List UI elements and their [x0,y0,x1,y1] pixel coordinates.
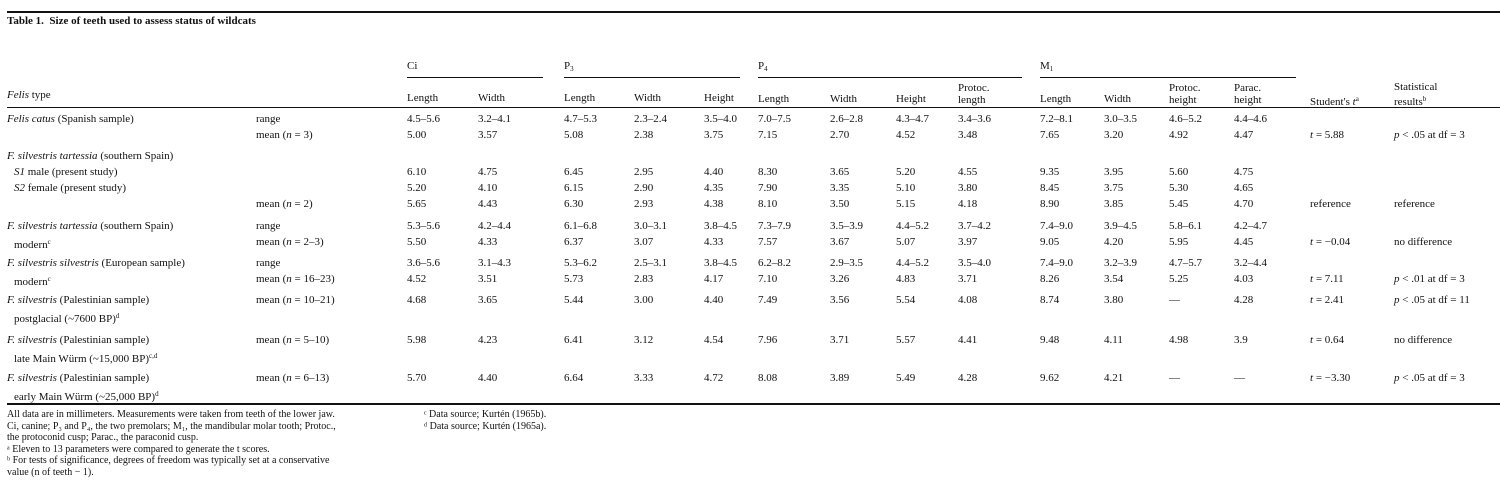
cell-p4-width: 3.50 [830,198,850,210]
cell-ci-width: 4.2–4.4 [478,220,511,232]
cell-students-t: t = −0.04 [1310,236,1351,248]
cell-m1-parac-height: 4.28 [1234,294,1254,306]
cell-p4-width: 2.9–3.5 [830,257,863,269]
header-felis-type: Felis type [7,89,51,101]
cell-m1-parac-height: 4.47 [1234,129,1254,141]
cell-p4-protoc-length: 3.7–4.2 [958,220,991,232]
cell-p3-height: 4.38 [704,198,724,210]
cell-m1-width: 4.20 [1104,236,1124,248]
cell-m1-length: 7.65 [1040,129,1060,141]
cell-p3-height: 4.72 [704,372,724,384]
cell-m1-protoc-height: 5.25 [1169,273,1189,285]
cell-p3-width: 2.93 [634,198,654,210]
cell-m1-length: 9.05 [1040,236,1060,248]
cell-row-type: range [256,220,281,232]
cell-p4-protoc-length: 3.71 [958,273,978,285]
cell-p4-width: 3.65 [830,166,850,178]
group-p4: $P_4$ [758,60,768,73]
cell-p4-width: 3.71 [830,334,850,346]
cell-m1-parac-height: 3.9 [1234,334,1248,346]
footnote-line: the protoconid cusp; Parac., the paraconid cusp. [7,432,199,443]
cell-m1-protoc-height: 4.7–5.7 [1169,257,1202,269]
cell-m1-width: 3.9–4.5 [1104,220,1137,232]
cell-row-type: range [256,113,281,125]
cell-p4-height: 5.15 [896,198,916,210]
cell-m1-protoc-height: 4.98 [1169,334,1189,346]
cell-m1-length: 9.35 [1040,166,1060,178]
cell-p4-length: 8.30 [758,166,778,178]
cell-p3-length: 4.7–5.3 [564,113,597,125]
row-label: Felis catus (Spanish sample) [7,113,134,125]
cell-m1-protoc-height: — [1169,372,1180,384]
cell-ci-width: 3.57 [478,129,498,141]
cell-ci-width: 3.65 [478,294,498,306]
cell-ci-width: 4.40 [478,372,498,384]
row-label: late Main Würm (~15,000 BP)$^{c,d}$ [14,352,158,365]
cell-p4-length: 7.15 [758,129,778,141]
cell-p3-width: 2.3–2.4 [634,113,667,125]
header-students-t: Student's $t^a$ [1310,95,1359,108]
cell-p3-height: 3.8–4.5 [704,220,737,232]
cell-m1-width: 3.80 [1104,294,1124,306]
cell-m1-width: 3.85 [1104,198,1124,210]
cell-row-type: mean (n = 10–21) [256,294,335,306]
cell-p4-protoc-length: 3.4–3.6 [958,113,991,125]
cell-p4-height: 5.10 [896,182,916,194]
group-m1-rule [1040,77,1296,78]
footnote-line: Ci, canine; P₃ and P₄, the two premolars; M₁, the mandibular molar tooth; Protoc., [7,420,336,432]
cell-p4-width: 3.5–3.9 [830,220,863,232]
cell-row-type: mean (n = 2) [256,198,313,210]
cell-ci-width: 4.43 [478,198,498,210]
row-label: F. silvestris (Palestinian sample) [7,372,150,384]
group-p3-rule [564,77,740,78]
cell-p4-length: 7.3–7.9 [758,220,791,232]
cell-m1-protoc-height: 5.95 [1169,236,1189,248]
cell-p4-height: 4.4–5.2 [896,257,929,269]
cell-p4-protoc-length: 3.48 [958,129,978,141]
cell-p3-width: 2.38 [634,129,654,141]
cell-p3-width: 2.83 [634,273,654,285]
cell-ci-length: 4.5–5.6 [407,113,440,125]
footnote-line: value (n of teeth − 1). [7,466,94,478]
cell-p3-length: 6.30 [564,198,584,210]
top-rule [7,11,1500,13]
bottom-rule [7,403,1500,405]
cell-row-type: mean (n = 6–13) [256,372,330,384]
cell-m1-width: 4.11 [1104,334,1123,346]
cell-p4-height: 4.4–5.2 [896,220,929,232]
cell-p4-height: 5.57 [896,334,916,346]
cell-statistical-results: p < .05 at df = 3 [1394,129,1465,141]
cell-ci-length: 5.70 [407,372,427,384]
cell-ci-width: 3.1–4.3 [478,257,511,269]
cell-m1-width: 3.54 [1104,273,1124,285]
cell-m1-protoc-height: — [1169,294,1180,306]
cell-p4-height: 5.20 [896,166,916,178]
cell-p4-length: 7.57 [758,236,778,248]
row-label: S2 female (present study) [14,182,127,194]
cell-ci-length: 3.6–5.6 [407,257,440,269]
footnote-source: ᶜ Data source; Kurtén (1965b). [424,409,547,420]
cell-ci-width: 4.10 [478,182,498,194]
cell-p3-height: 4.17 [704,273,724,285]
cell-statistical-results: reference [1394,198,1435,210]
cell-students-t: t = −3.30 [1310,372,1351,384]
cell-p3-width: 2.5–3.1 [634,257,667,269]
cell-p3-height: 3.8–4.5 [704,257,737,269]
cell-ci-length: 5.98 [407,334,427,346]
cell-m1-length: 9.48 [1040,334,1060,346]
header-protoc-length: Protoc. length [958,82,990,106]
cell-m1-length: 7.2–8.1 [1040,113,1073,125]
cell-m1-width: 3.2–3.9 [1104,257,1137,269]
cell-m1-parac-height: 4.03 [1234,273,1254,285]
cell-statistical-results: p < .05 at df = 11 [1394,294,1470,306]
cell-ci-width: 4.75 [478,166,498,178]
header-ci-length: Length [407,92,439,104]
cell-p4-protoc-length: 4.55 [958,166,978,178]
header-p4-height: Height [896,93,926,105]
cell-row-type: range [256,257,281,269]
cell-m1-parac-height: 4.45 [1234,236,1254,248]
cell-students-t: reference [1310,198,1351,210]
cell-students-t: t = 2.41 [1310,294,1345,306]
cell-p4-length: 7.0–7.5 [758,113,791,125]
cell-p3-length: 6.64 [564,372,584,384]
cell-statistical-results: p < .05 at df = 3 [1394,372,1465,384]
group-ci-rule [407,77,543,78]
cell-m1-length: 7.4–9.0 [1040,257,1073,269]
cell-m1-parac-height: 4.75 [1234,166,1254,178]
cell-p4-length: 7.49 [758,294,778,306]
cell-m1-length: 8.45 [1040,182,1060,194]
cell-m1-protoc-height: 4.92 [1169,129,1189,141]
cell-p3-length: 6.15 [564,182,584,194]
cell-p3-length: 5.73 [564,273,584,285]
cell-p4-width: 2.70 [830,129,850,141]
cell-p4-protoc-length: 4.41 [958,334,978,346]
cell-ci-width: 3.2–4.1 [478,113,511,125]
cell-p3-width: 2.90 [634,182,654,194]
row-label: F. silvestris (Palestinian sample) [7,334,150,346]
cell-ci-length: 4.52 [407,273,427,285]
caption-title: Size of teeth used to assess status of wildcats [49,15,256,27]
cell-row-type: mean (n = 16–23) [256,273,335,285]
header-p3-length: Length [564,92,596,104]
cell-p4-height: 4.83 [896,273,916,285]
cell-p4-length: 7.96 [758,334,778,346]
cell-p3-length: 6.1–6.8 [564,220,597,232]
cell-p4-length: 8.08 [758,372,778,384]
cell-ci-length: 5.65 [407,198,427,210]
row-label: modern$^c$ [14,238,51,251]
cell-m1-parac-height: 4.4–4.6 [1234,113,1267,125]
cell-ci-length: 6.10 [407,166,427,178]
cell-row-type: mean (n = 3) [256,129,313,141]
header-m1-width: Width [1104,93,1132,105]
header-m1-length: Length [1040,93,1072,105]
cell-ci-width: 3.51 [478,273,498,285]
cell-p4-length: 7.10 [758,273,778,285]
cell-m1-length: 9.62 [1040,372,1060,384]
cell-m1-protoc-height: 5.8–6.1 [1169,220,1202,232]
cell-p4-height: 5.07 [896,236,916,248]
cell-p4-height: 5.49 [896,372,916,384]
cell-p4-protoc-length: 3.5–4.0 [958,257,991,269]
cell-m1-parac-height: 4.70 [1234,198,1254,210]
cell-statistical-results: no difference [1394,236,1453,248]
cell-p3-width: 2.95 [634,166,654,178]
cell-p4-protoc-length: 4.18 [958,198,978,210]
cell-p4-height: 4.52 [896,129,916,141]
cell-m1-protoc-height: 5.45 [1169,198,1189,210]
footnote-source: ᵈ Data source; Kurtén (1965a). [424,421,547,432]
cell-ci-length: 5.50 [407,236,427,248]
cell-p3-width: 3.07 [634,236,654,248]
cell-m1-protoc-height: 5.30 [1169,182,1189,194]
cell-row-type: mean (n = 5–10) [256,334,330,346]
row-label: postglacial (~7600 BP)$^d$ [14,312,120,325]
cell-p3-height: 4.33 [704,236,724,248]
cell-m1-width: 3.20 [1104,129,1124,141]
header-protoc-height: Protoc. height [1169,82,1201,106]
cell-p3-length: 5.3–6.2 [564,257,597,269]
cell-p4-length: 7.90 [758,182,778,194]
cell-p3-width: 3.12 [634,334,654,346]
footnote-line: ᵃ Eleven to 13 parameters were compared to generate the t scores. [7,443,270,455]
cell-p4-height: 5.54 [896,294,916,306]
cell-m1-parac-height: 4.65 [1234,182,1254,194]
row-label: modern$^c$ [14,275,51,288]
cell-p4-protoc-length: 3.97 [958,236,978,248]
cell-statistical-results: no difference [1394,334,1453,346]
cell-m1-length: 7.4–9.0 [1040,220,1073,232]
group-m1: $M_1$ [1040,60,1054,73]
cell-p3-length: 5.08 [564,129,584,141]
row-label: F. silvestris silvestris (European sample) [7,257,185,269]
cell-p4-width: 3.26 [830,273,850,285]
cell-p3-height: 4.40 [704,294,724,306]
header-ci-width: Width [478,92,506,104]
cell-p4-height: 4.3–4.7 [896,113,929,125]
header-p3-width: Width [634,92,662,104]
cell-ci-length: 5.00 [407,129,427,141]
row-label: S1 male (present study) [14,166,118,178]
cell-m1-protoc-height: 5.60 [1169,166,1189,178]
cell-m1-protoc-height: 4.6–5.2 [1169,113,1202,125]
header-p3-height: Height [704,92,734,104]
header-rule [7,107,1500,108]
cell-p3-length: 6.45 [564,166,584,178]
cell-m1-width: 3.0–3.5 [1104,113,1137,125]
cell-ci-width: 4.33 [478,236,498,248]
cell-p3-length: 6.41 [564,334,584,346]
row-label: early Main Würm (~25,000 BP)$^d$ [14,390,159,403]
table-caption [7,15,256,28]
cell-ci-length: 4.68 [407,294,427,306]
cell-p4-length: 8.10 [758,198,778,210]
cell-p4-width: 3.56 [830,294,850,306]
footnote-line: All data are in millimeters. Measurements were taken from teeth of the lower jaw. [7,409,335,420]
header-parac-height: Parac. height [1234,82,1262,106]
cell-students-t: t = 7.11 [1310,273,1344,285]
cell-p3-width: 3.33 [634,372,654,384]
group-ci: Ci [407,60,418,72]
cell-p3-length: 5.44 [564,294,584,306]
cell-p4-width: 3.35 [830,182,850,194]
cell-p4-protoc-length: 4.08 [958,294,978,306]
cell-p4-protoc-length: 4.28 [958,372,978,384]
footnote-line: ᵇ For tests of significance, degrees of freedom was typically set at a conservative [7,455,330,466]
cell-p4-length: 6.2–8.2 [758,257,791,269]
header-p4-length: Length [758,93,790,105]
cell-m1-width: 4.21 [1104,372,1124,384]
cell-p3-width: 3.00 [634,294,654,306]
cell-statistical-results: p < .01 at df = 3 [1394,273,1465,285]
cell-p4-width: 3.89 [830,372,850,384]
caption-label: Table 1. [7,15,44,27]
cell-p3-height: 4.40 [704,166,724,178]
cell-p3-width: 3.0–3.1 [634,220,667,232]
cell-ci-width: 4.23 [478,334,498,346]
cell-p3-height: 4.35 [704,182,724,194]
group-p4-rule [758,77,1022,78]
header-statistical-results: Statistical results$^b$ [1394,81,1438,108]
cell-m1-length: 8.90 [1040,198,1060,210]
cell-m1-length: 8.74 [1040,294,1060,306]
cell-students-t: t = 5.88 [1310,129,1345,141]
cell-m1-parac-height: 4.2–4.7 [1234,220,1267,232]
cell-p4-width: 3.67 [830,236,850,248]
cell-m1-parac-height: 3.2–4.4 [1234,257,1267,269]
cell-p4-protoc-length: 3.80 [958,182,978,194]
cell-p3-height: 4.54 [704,334,724,346]
row-label: F. silvestris tartessia (southern Spain) [7,220,174,232]
cell-p3-height: 3.5–4.0 [704,113,737,125]
cell-m1-length: 8.26 [1040,273,1060,285]
cell-row-type: mean (n = 2–3) [256,236,324,248]
cell-p3-length: 6.37 [564,236,584,248]
header-p4-width: Width [830,93,858,105]
cell-m1-width: 3.95 [1104,166,1124,178]
group-p3: $P_3$ [564,60,574,73]
row-label: F. silvestris tartessia (southern Spain) [7,150,174,162]
row-label: F. silvestris (Palestinian sample) [7,294,150,306]
cell-students-t: t = 0.64 [1310,334,1345,346]
cell-m1-parac-height: — [1234,372,1245,384]
cell-m1-width: 3.75 [1104,182,1124,194]
cell-ci-length: 5.3–5.6 [407,220,440,232]
cell-p4-width: 2.6–2.8 [830,113,863,125]
cell-p3-height: 3.75 [704,129,724,141]
cell-ci-length: 5.20 [407,182,427,194]
